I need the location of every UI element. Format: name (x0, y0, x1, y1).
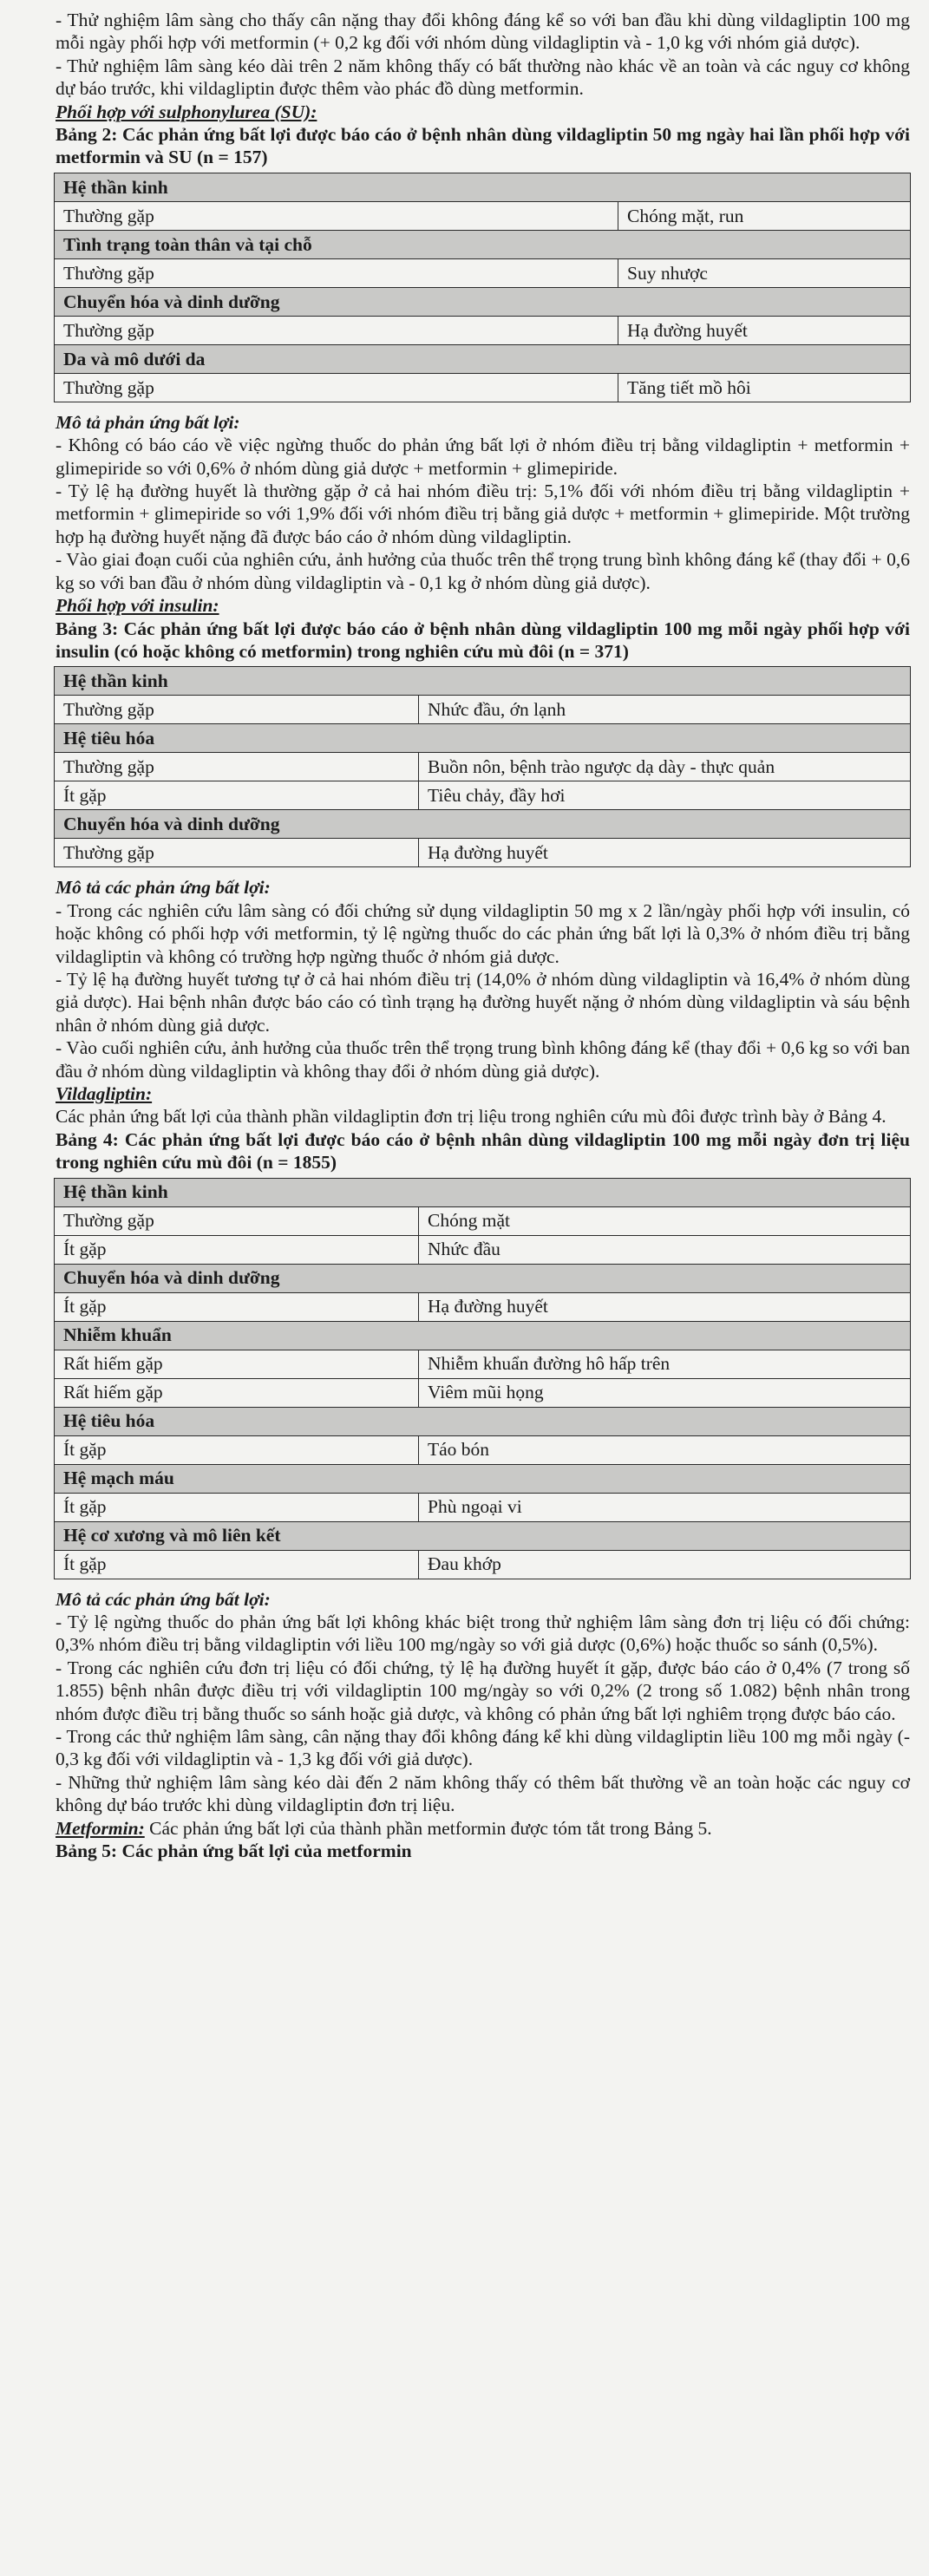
group-label: Nhiễm khuẩn (55, 1321, 911, 1350)
table-group-row (55, 1264, 911, 1292)
reaction-cell: Hạ đường huyết (419, 1292, 911, 1321)
table-row (55, 1550, 911, 1579)
group-label: Chuyển hóa và dinh dưỡng (55, 1264, 911, 1292)
table-group-row (55, 1464, 911, 1493)
table-row (55, 753, 911, 781)
table-2 (54, 173, 911, 402)
su-desc-bullet-3: - Vào giai đoạn cuối của nghiên cứu, ảnh hưởng của thuốc trên thể trọng trung bình không đáng kể (thay đổi + 0,6 kg so với ban đầu ở nhóm dùng vildagliptin và - 0,1 kg ở nhóm dùng giả dược). (56, 549, 910, 593)
vilda-desc-bullet-2: - Trong các nghiên cứu đơn trị liệu có đối chứng, tỷ lệ hạ đường huyết ít gặp, được báo cáo ở 0,4% (7 trong số 1.855) bệnh nhân được điều trị với vildagliptin 100 mg/ngày so với 0,2% (2 trong số 1.082) bệnh nhân trong nhóm được điều trị bằng thuốc so sánh hoặc giả dược, và không có phản ứng bất lợi nghiêm trọng được báo cáo. (56, 1657, 910, 1724)
vilda-desc-bullet-1: - Tỷ lệ ngừng thuốc do phản ứng bất lợi không khác biệt trong thử nghiệm lâm sàng đơn trị liệu có đối chứng: 0,3% nhóm điều trị bằng vildagliptin với liều 100 mg/ngày so với giả dược (0,6%) hoặc thuốc so sánh (0,5%). (56, 1612, 910, 1656)
freq-cell: Thường gặp (55, 258, 618, 287)
reaction-cell: Chóng mặt, run (618, 201, 911, 230)
freq-cell: Rất hiếm gặp (55, 1350, 419, 1378)
freq-cell: Ít gặp (55, 1292, 419, 1321)
table-group-row (55, 667, 911, 696)
table-row (55, 373, 911, 402)
freq-cell: Ít gặp (55, 781, 419, 810)
table-group-row (55, 810, 911, 839)
freq-cell: Thường gặp (55, 201, 618, 230)
table-group-row (55, 1321, 911, 1350)
su-desc-bullet-2: - Tỷ lệ hạ đường huyết là thường gặp ở cả hai nhóm điều trị: 5,1% đối với nhóm điều trị bằng vildagliptin + metformin + glimepiride so với 1,9% đối với nhóm điều trị bằng giả dược + metformin + glimepiride. Một trường hợp hạ đường huyết nặng đã được báo cáo ở nhóm dùng vildagliptin. (56, 481, 910, 547)
table-group-row (55, 1178, 911, 1206)
reaction-cell: Phù ngoại vi (419, 1493, 911, 1521)
su-desc-heading: Mô tả phản ứng bất lợi: (56, 411, 240, 433)
group-label: Da và mô dưới da (55, 344, 911, 373)
intro-bullet-1: - Thử nghiệm lâm sàng cho thấy cân nặng thay đổi không đáng kể so với ban đầu khi dùng vildagliptin 100 mg mỗi ngày phối hợp với metformin (+ 0,2 kg đối với nhóm dùng vildagliptin và - 1,0 kg với nhóm giả dược). (56, 10, 910, 54)
table5-caption: Bảng 5: Các phản ứng bất lợi của metformin (56, 1840, 412, 1862)
table-row (55, 258, 911, 287)
table-group-row (55, 173, 911, 201)
table-row (55, 781, 911, 810)
metformin-heading: Metformin: (56, 1817, 145, 1839)
reaction-cell: Suy nhược (618, 258, 911, 287)
intro-section (56, 9, 910, 101)
insulin-desc-bullet-3: - Vào cuối nghiên cứu, ảnh hưởng của thuốc trên thể trọng trung bình không đáng kể (thay đổi + 0,6 kg so với ban đầu ở nhóm dùng vildagliptin và không thay đổi ở nhóm dùng giả dược). (56, 1037, 910, 1082)
vilda-desc-bullet-4: - Những thử nghiệm lâm sàng kéo dài đến 2 năm không thấy có thêm bất thường về an toàn hoặc các nguy cơ không dự báo trước khi dùng vildagliptin đơn trị liệu. (56, 1771, 910, 1816)
freq-cell: Ít gặp (55, 1550, 419, 1579)
reaction-cell: Chóng mặt (419, 1206, 911, 1235)
reaction-cell: Nhức đầu (419, 1235, 911, 1264)
freq-cell: Thường gặp (55, 696, 419, 724)
freq-cell: Rất hiếm gặp (55, 1378, 419, 1407)
group-label: Tình trạng toàn thân và tại chỗ (55, 230, 911, 258)
table-3 (54, 666, 911, 867)
table-group-row (55, 724, 911, 753)
reaction-cell: Hạ đường huyết (419, 839, 911, 867)
insulin-heading: Phối hợp với insulin: (56, 595, 219, 617)
freq-cell: Ít gặp (55, 1493, 419, 1521)
group-label: Chuyển hóa và dinh dưỡng (55, 810, 911, 839)
freq-cell: Thường gặp (55, 753, 419, 781)
freq-cell: Ít gặp (55, 1435, 419, 1464)
reaction-cell: Tăng tiết mồ hôi (618, 373, 911, 402)
freq-cell: Ít gặp (55, 1235, 419, 1264)
table4-caption: Bảng 4: Các phản ứng bất lợi được báo cáo ở bệnh nhân dùng vildagliptin 100 mg mỗi ngày đơn trị liệu trong nghiên cứu mù đôi (n = 1855) (56, 1128, 910, 1174)
reaction-cell: Đau khớp (419, 1550, 911, 1579)
reaction-cell: Nhức đầu, ớn lạnh (419, 696, 911, 724)
table-4 (54, 1178, 911, 1579)
table-row (55, 1378, 911, 1407)
group-label: Hệ thần kinh (55, 1178, 911, 1206)
group-label: Chuyển hóa và dinh dưỡng (55, 287, 911, 316)
group-label: Hệ thần kinh (55, 667, 911, 696)
insulin-desc-heading: Mô tả các phản ứng bất lợi: (56, 877, 271, 899)
reaction-cell: Nhiễm khuẩn đường hô hấp trên (419, 1350, 911, 1378)
table-group-row (55, 1521, 911, 1550)
group-label: Hệ tiêu hóa (55, 1407, 911, 1435)
table-group-row (55, 287, 911, 316)
reaction-cell: Hạ đường huyết (618, 316, 911, 344)
reaction-cell: Táo bón (419, 1435, 911, 1464)
table-row (55, 1435, 911, 1464)
table-row (55, 1350, 911, 1378)
su-desc-bullet-1: - Không có báo cáo về việc ngừng thuốc do phản ứng bất lợi ở nhóm điều trị bằng vildagliptin + metformin + glimepiride so với 0,6% ở nhóm dùng giả dược + metformin + glimepiride. (56, 435, 910, 479)
freq-cell: Thường gặp (55, 373, 618, 402)
intro-bullet-2: - Thử nghiệm lâm sàng kéo dài trên 2 năm không thấy có bất thường nào khác về an toàn và các nguy cơ không dự báo trước, khi vildagliptin được thêm vào phác đồ dùng metformin. (56, 55, 910, 100)
table-group-row (55, 344, 911, 373)
table-group-row (55, 1407, 911, 1435)
table2-caption: Bảng 2: Các phản ứng bất lợi được báo cáo ở bệnh nhân dùng vildagliptin 50 mg ngày hai lần phối hợp với metformin và SU (n = 157) (56, 124, 910, 168)
vilda-desc-bullet-3: - Trong các thử nghiệm lâm sàng, cân nặng thay đổi không đáng kể khi dùng vildagliptin liều 100 mg mỗi ngày (- 0,3 kg đối với vildagliptin và - 1,3 kg đối với giả dược). (56, 1726, 910, 1770)
freq-cell: Thường gặp (55, 316, 618, 344)
group-label: Hệ cơ xương và mô liên kết (55, 1521, 911, 1550)
group-label: Hệ mạch máu (55, 1464, 911, 1493)
table-row (55, 201, 911, 230)
group-label: Hệ thần kinh (55, 173, 911, 201)
insulin-desc-bullet-2: - Tỷ lệ hạ đường huyết tương tự ở cả hai nhóm điều trị (14,0% ở nhóm dùng vildagliptin và 16,4% ở nhóm dùng giả dược). Hai bệnh nhân được báo cáo có tình trạng hạ đường huyết nặng ở nhóm dùng vildagliptin và sáu bệnh nhân ở nhóm dùng giả dược. (56, 968, 910, 1036)
reaction-cell: Viêm mũi họng (419, 1378, 911, 1407)
table-row (55, 1206, 911, 1235)
group-label: Hệ tiêu hóa (55, 724, 911, 753)
reaction-cell: Buồn nôn, bệnh trào ngược dạ dày - thực quản (419, 753, 911, 781)
vilda-intro: Các phản ứng bất lợi của thành phần vildagliptin đơn trị liệu trong nghiên cứu mù đôi được trình bày ở Bảng 4. (56, 1106, 886, 1128)
metformin-paragraph (56, 1817, 910, 1840)
table-row (55, 1493, 911, 1521)
table-row (55, 1235, 911, 1264)
insulin-desc-bullet-1: - Trong các nghiên cứu lâm sàng có đối chứng sử dụng vildagliptin 50 mg x 2 lần/ngày phối hợp với insulin, có hoặc không có phối hợp với metformin, tỷ lệ ngừng thuốc do các phản ứng bất lợi là 0,3% ở nhóm điều trị bằng vildagliptin và không có trường hợp ngừng thuốc ở nhóm giả dược. (56, 899, 910, 967)
table-row (55, 839, 911, 867)
vilda-heading: Vildagliptin: (56, 1082, 153, 1104)
su-heading: Phối hợp với sulphonylurea (SU): (56, 101, 317, 122)
table-group-row (55, 230, 911, 258)
table-row (55, 696, 911, 724)
metformin-text: Các phản ứng bất lợi của thành phần metformin được tóm tắt trong Bảng 5. (144, 1817, 712, 1839)
table-row (55, 1292, 911, 1321)
vilda-desc-heading: Mô tả các phản ứng bất lợi: (56, 1588, 271, 1610)
table-row (55, 316, 911, 344)
reaction-cell: Tiêu chảy, đầy hơi (419, 781, 911, 810)
freq-cell: Thường gặp (55, 839, 419, 867)
table3-caption: Bảng 3: Các phản ứng bất lợi được báo cáo ở bệnh nhân dùng vildagliptin 100 mg mỗi ngày phối hợp với insulin (có hoặc không có metformin) trong nghiên cứu mù đôi (n = 371) (56, 618, 910, 662)
freq-cell: Thường gặp (55, 1206, 419, 1235)
